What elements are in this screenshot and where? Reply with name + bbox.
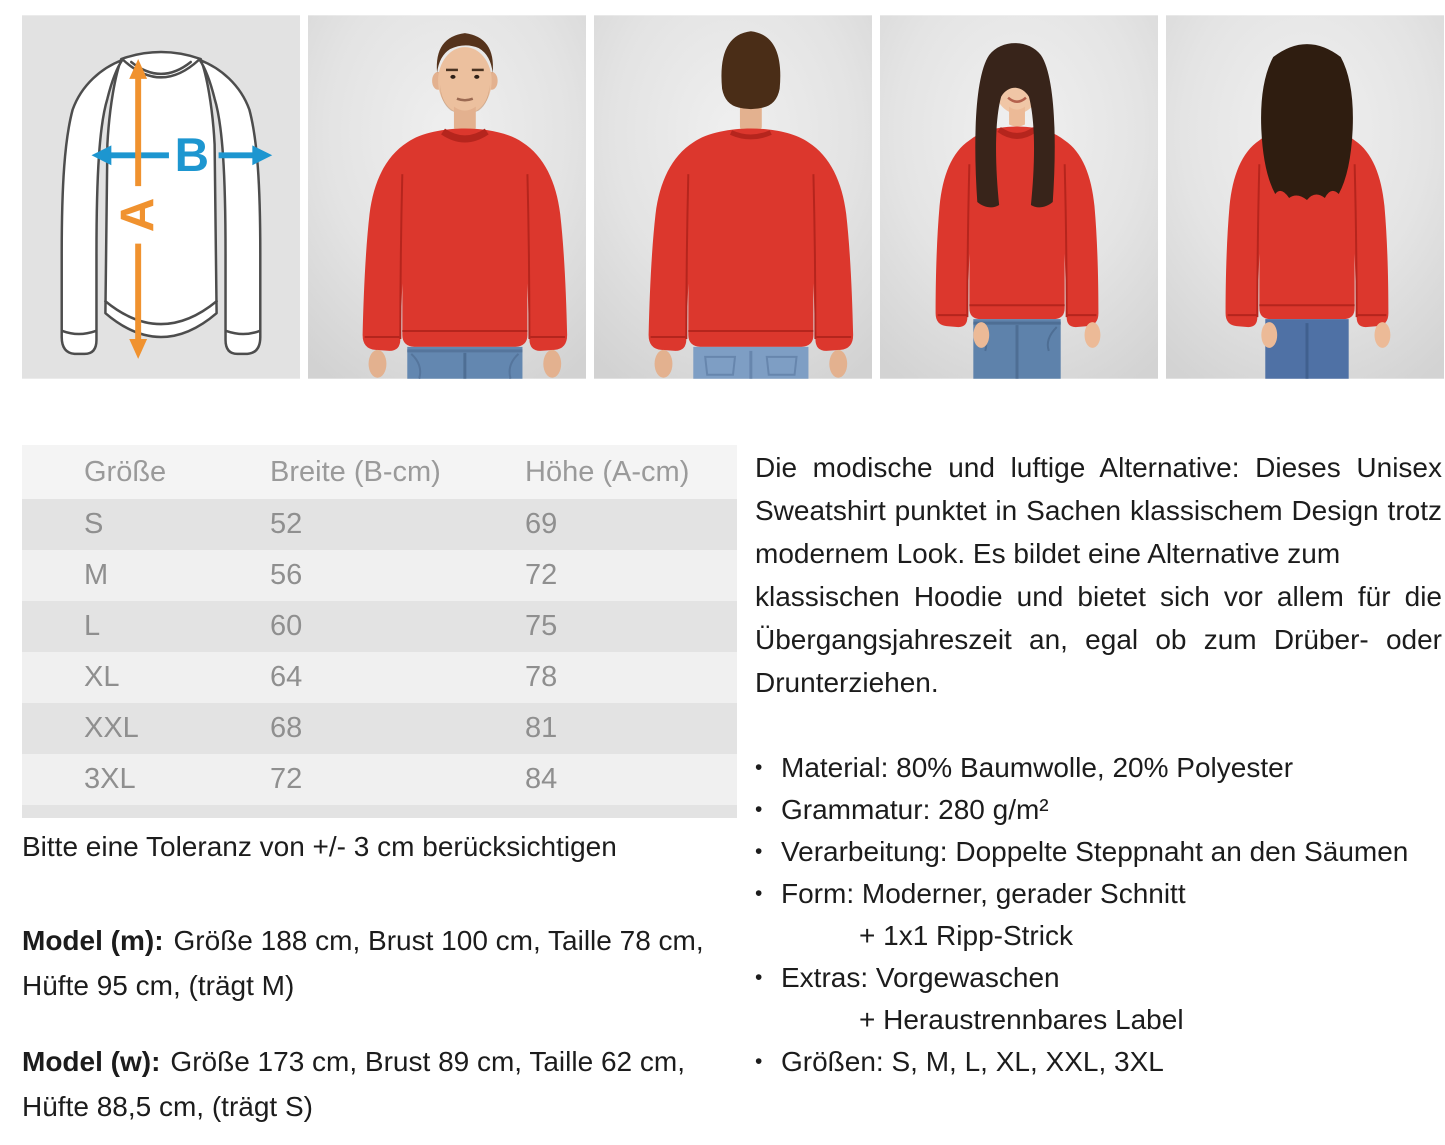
bullet-icon: • <box>755 1050 763 1073</box>
woman-front-figure <box>880 14 1158 380</box>
width-cell: 72 <box>270 754 525 805</box>
description-line: Die modische und luftige Alternative: Dieses Unisex <box>755 452 1442 483</box>
size-cell: L <box>22 601 270 652</box>
woman-back-figure <box>1166 14 1444 380</box>
model-w-line1: Model (w): Größe 173 cm, Brust 89 cm, Taille 62 cm, <box>22 1046 685 1077</box>
height-cell: 84 <box>525 754 737 805</box>
column-header-height: Höhe (A-cm) <box>525 445 737 499</box>
size-cell: M <box>22 550 270 601</box>
model-m-line2: Hüfte 95 cm, (trägt M) <box>22 970 295 1001</box>
man-front-figure <box>308 14 586 380</box>
hand <box>973 322 989 348</box>
sweatshirt <box>649 128 854 350</box>
size-diagram <box>22 14 300 380</box>
table-row <box>22 703 737 754</box>
product-description <box>755 446 1442 704</box>
man-back-figure <box>594 14 872 380</box>
table-row <box>22 601 737 652</box>
sweatshirt <box>363 128 568 350</box>
height-cell: 81 <box>525 703 737 754</box>
photo-woman-front <box>880 14 1158 380</box>
size-cell: XXL <box>22 703 270 754</box>
description-line: klassischen Hoodie und bietet sich vor allem für die <box>755 581 1442 612</box>
description-line: Sweatshirt punktet in Sachen klassischem Design trotz <box>755 495 1442 526</box>
feature-item: • Grammatur: 280 g/m² <box>755 789 1442 831</box>
feature-item-continuation: + 1x1 Ripp-Strick <box>859 920 1073 951</box>
model-w-info <box>22 1039 737 1129</box>
width-cell: 56 <box>270 550 525 601</box>
hand <box>829 350 847 378</box>
table-row <box>22 550 737 601</box>
size-table <box>22 445 737 805</box>
model-w-line2: Hüfte 88,5 cm, (trägt S) <box>22 1091 313 1122</box>
sweatshirt <box>936 127 1099 328</box>
neck <box>1009 107 1025 127</box>
size-table-header-row <box>22 445 737 499</box>
bullet-icon: • <box>755 840 763 863</box>
height-cell: 75 <box>525 601 737 652</box>
hand <box>1375 322 1391 348</box>
width-cell: 52 <box>270 499 525 550</box>
hand <box>1261 322 1277 348</box>
table-bottom-strip <box>22 805 737 818</box>
hand <box>543 350 561 378</box>
size-diagram-panel <box>22 14 300 380</box>
column-header-size: Größe <box>22 445 270 499</box>
width-cell: 64 <box>270 652 525 703</box>
description-line: Übergangsjahreszeit an, egal ob zum Drüber- oder <box>755 624 1442 655</box>
size-cell: S <box>22 499 270 550</box>
bullet-icon: • <box>755 756 763 779</box>
left-column <box>22 445 737 1129</box>
feature-item: • Größen: S, M, L, XL, XXL, 3XL <box>755 1041 1442 1083</box>
right-column <box>755 446 1442 1083</box>
description-line: modernem Look. Es bildet eine Alternative zum <box>755 538 1341 569</box>
height-label-a: A <box>111 197 165 233</box>
feature-item-continuation: + Heraustrennbares Label <box>859 1004 1184 1035</box>
feature-item: • Extras: Vorgewaschen <box>755 957 1442 999</box>
height-cell: 69 <box>525 499 737 550</box>
photo-man-front <box>308 14 586 380</box>
width-cell: 68 <box>270 703 525 754</box>
model-m-line1: Model (m): Größe 188 cm, Brust 100 cm, Taille 78 cm, <box>22 925 704 956</box>
table-row <box>22 754 737 805</box>
table-row <box>22 499 737 550</box>
photo-man-back <box>594 14 872 380</box>
hair <box>1261 44 1353 200</box>
width-label-b: B <box>174 128 209 182</box>
hand <box>1085 322 1101 348</box>
feature-item: • Verarbeitung: Doppelte Steppnaht an den Säumen <box>755 831 1442 873</box>
product-image-row <box>22 14 1444 380</box>
feature-item: • Form: Moderner, gerader Schnitt <box>755 873 1442 915</box>
size-cell: 3XL <box>22 754 270 805</box>
height-cell: 72 <box>525 550 737 601</box>
photo-woman-back <box>1166 14 1444 380</box>
height-cell: 78 <box>525 652 737 703</box>
tolerance-note: Bitte eine Toleranz von +/- 3 cm berücksichtigen <box>22 831 617 862</box>
bullet-icon: • <box>755 882 763 905</box>
column-header-width: Breite (B-cm) <box>270 445 525 499</box>
model-m-label: Model (m): <box>22 925 164 956</box>
feature-list <box>755 747 1442 1083</box>
size-cell: XL <box>22 652 270 703</box>
bullet-icon: • <box>755 798 763 821</box>
model-m-info <box>22 918 737 1008</box>
model-w-label: Model (w): <box>22 1046 161 1077</box>
width-cell: 60 <box>270 601 525 652</box>
hair <box>721 31 780 109</box>
feature-item: • Material: 80% Baumwolle, 20% Polyester <box>755 747 1442 789</box>
description-line: Drunterziehen. <box>755 667 939 698</box>
bullet-icon: • <box>755 966 763 989</box>
table-row <box>22 652 737 703</box>
hand <box>369 350 387 378</box>
hand <box>655 350 673 378</box>
